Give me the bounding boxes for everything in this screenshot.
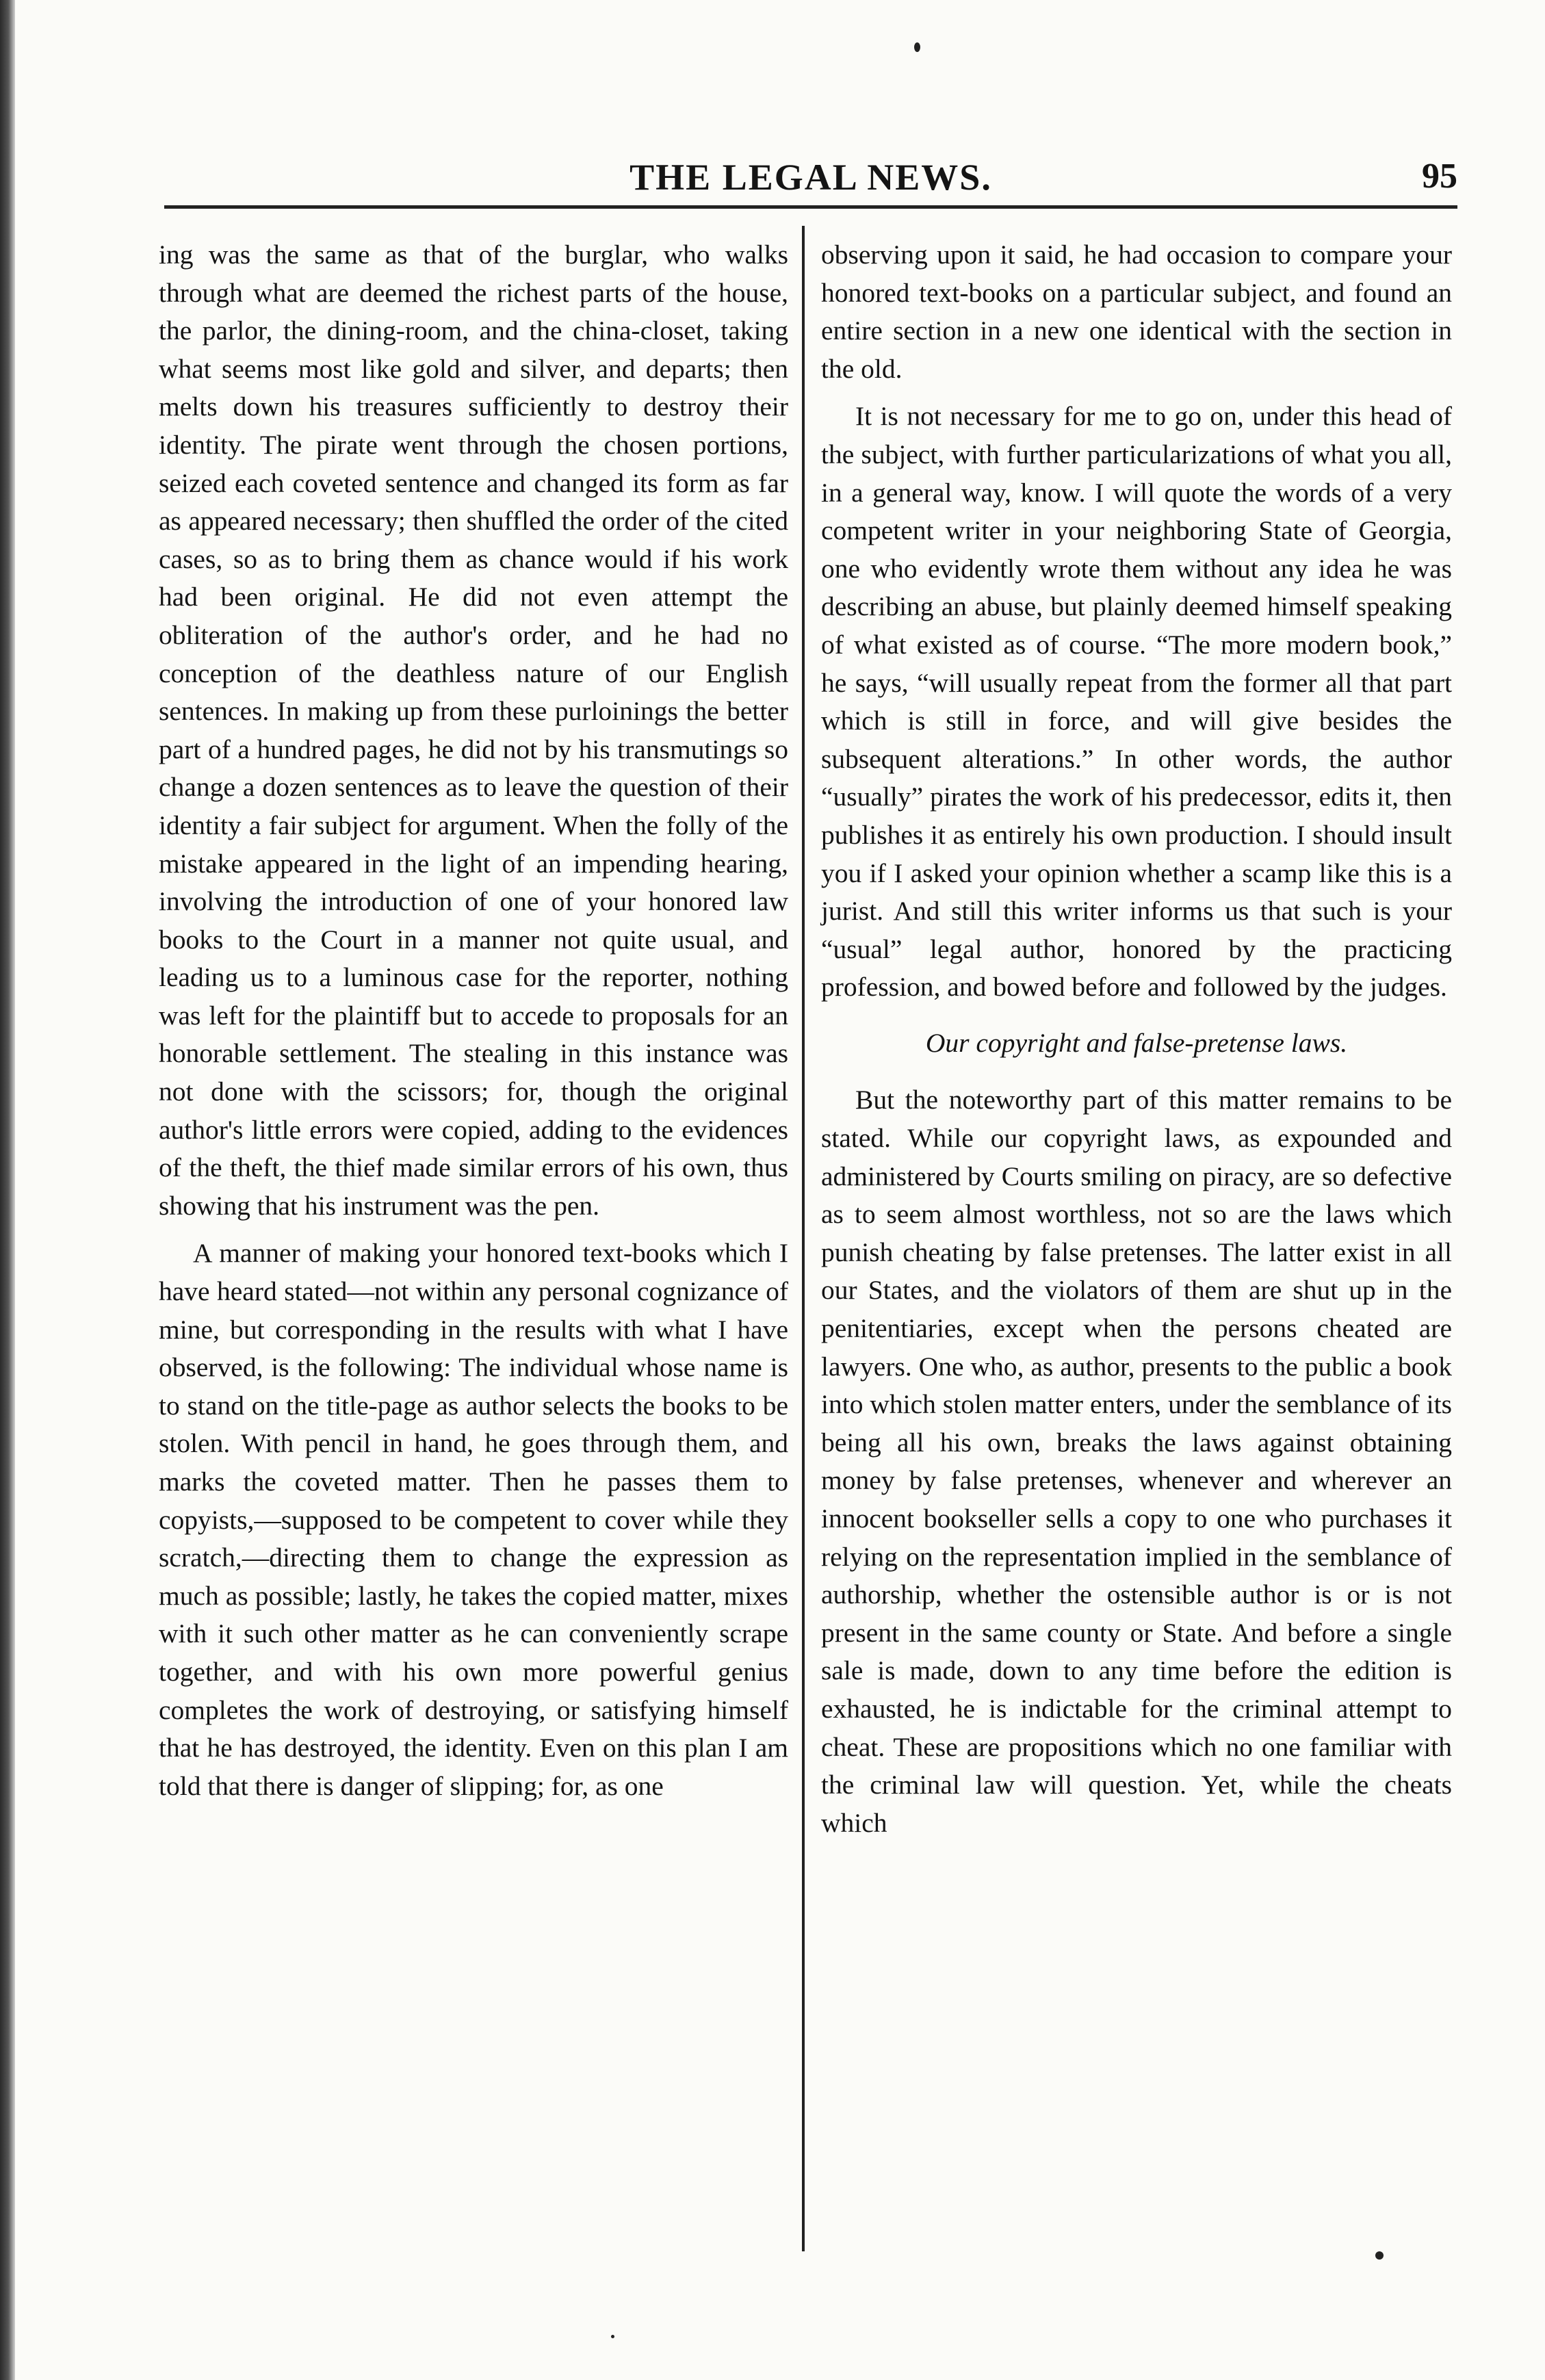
column-rule [802, 226, 805, 2251]
header-rule [164, 205, 1457, 209]
right-column [821, 236, 1452, 1842]
left-paragraph-1: ing was the same as that of the burglar, who walks through what are deemed the richest parts of the house, the parlor, the dining-room, and the china-closet, taking what seems most like gold and silver, and departs; then melts down his treasures sufficiently to destroy their identity. The pirate went through the chosen portions, seized each coveted sentence and changed its form as far as appeared necessary; then shuffled the order of the cited cases, so as to bring them as chance would if his work had been original. He did not even attempt the obliteration of the author's order, and he had no conception of the deathless nature of our English sentences. In making up from these purloinings the better part of a hundred pages, he did not by his transmutings so change a dozen sentences as to leave the question of their identity a fair subject for argument. When the folly of the mistake appeared in the light of an impending hearing, involving the introduction of one of your honored law books to the Court in a manner not quite usual, and leading us to a luminous case for the reporter, nothing was left for the plaintiff but to accede to proposals for an honorable settlement. The stealing in this instance was not done with the scissors; for, though the original author's little errors were copied, adding to the evidences of the theft, the thief made similar errors of his own, thus showing that his instrument was the pen. [159, 240, 788, 1221]
ink-speck [1375, 2251, 1384, 2260]
section-subheading: Our copyright and false-pretense laws. [925, 1027, 1348, 1058]
right-paragraph-2: It is not necessary for me to go on, under this head of the subject, with further particularizations of what you all, in a general way, know. I will quote the words of a very competent writer in your neighboring State of Georgia, one who evidently wrote them without any idea he was describing an abuse, but plainly deemed himself speaking of what existed as of course. “The more modern book,” he says, “will usually repeat from the former all that part which is still in force, and will give besides the subsequent alterations.” In other words, the author “usually” pirates the work of his predecessor, edits it, then publishes it as entirely his own production. I should insult you if I asked your opinion whether a scamp like this is a jurist. And still this writer informs us that such is your “usual” legal author, honored by the practicing profession, and bowed before and followed by the judges. [821, 401, 1452, 1003]
binding-edge [0, 0, 15, 2380]
ink-speck [611, 2335, 614, 2338]
right-paragraph-3: But the noteworthy part of this matter remains to be stated. While our copyright laws, as expounded and administered by Courts smiling on piracy, are so defective as to seem almost worthless, not so are the laws which punish cheating by false pretenses. The latter exist in all our States, and the violators of them are shut up in the penitentiaries, except when the persons cheated are lawyers. One who, as author, presents to the public a book into which stolen matter enters, under the semblance of its being all his own, breaks the laws against obtaining money by false pretenses, whenever and wherever an innocent bookseller sells a copy to one who purchases it relying on the representation implied in the semblance of authorship, whether the ostensible author is or is not present in the same county or State. And before a single sale is made, down to any time before the edition is exhausted, he is indictable for the criminal attempt to cheat. These are propositions which no one familiar with the criminal law will question. Yet, while the cheats which [821, 1085, 1452, 1838]
right-paragraph-1: observing upon it said, he had occasion to compare your honored text-books on a particular subject, and found an entire section in a new one identical with the section in the old. [821, 240, 1452, 384]
page-number: 95 [1422, 157, 1457, 196]
page-header [164, 156, 1457, 204]
ink-speck [914, 42, 920, 52]
left-paragraph-2: A manner of making your honored text-books which I have heard stated—not within any personal cognizance of mine, but corresponding in the results with what I have observed, is the following: The individual whose name is to stand on the title-page as author selects the books to be stolen. With pencil in hand, he goes through them, and marks the coveted matter. Then he passes them to copyists,—supposed to be competent to cover while they scratch,—directing them to change the expression as much as possible; lastly, he takes the copied matter, mixes with it such other matter as he can conveniently scrape together, and with his own more powerful genius completes the work of destroying, or satisfying himself that he has destroyed, the identity. Even on this plan I am told that there is danger of slipping; for, as one [159, 1238, 788, 1801]
running-title: THE LEGAL NEWS. [629, 157, 992, 198]
left-column [159, 236, 788, 1805]
